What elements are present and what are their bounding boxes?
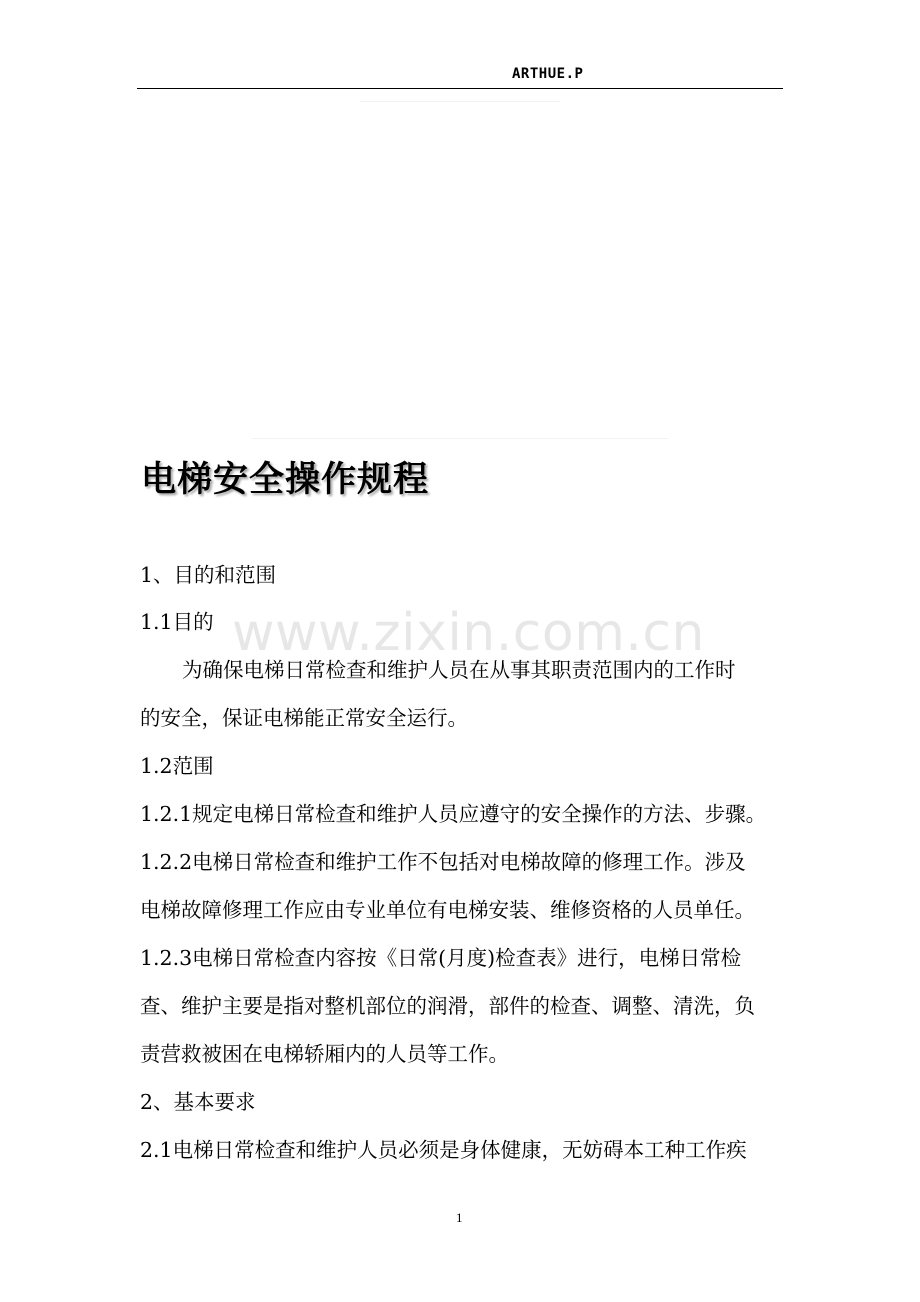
section-heading: 1、目的和范围 — [140, 563, 277, 587]
section-heading: 2、基本要求 — [140, 1090, 256, 1114]
page-number: 1 — [456, 1210, 463, 1225]
paragraph-line: 1.2.3电梯日常检查内容按《日常(月度)检查表》进行，电梯日常检 — [140, 946, 742, 970]
paragraph-line: 为确保电梯日常检查和维护人员在从事其职责范围内的工作时 — [182, 658, 736, 682]
document-title: 电梯安全操作规程 — [141, 460, 430, 500]
paragraph-line: 的安全，保证电梯能正常安全运行。 — [140, 706, 468, 730]
header-text: ARTHUE.P — [512, 66, 584, 82]
paragraph-line: 电梯故障修理工作应由专业单位有电梯安装、维修资格的人员单任。 — [140, 898, 755, 922]
subsection-heading: 1.2范围 — [140, 754, 214, 778]
subsection-heading: 1.1目的 — [140, 610, 214, 634]
watermark: www.zixin.com.cn — [232, 603, 705, 663]
faint-divider — [360, 101, 560, 102]
faint-divider — [252, 438, 668, 439]
paragraph-line: 1.2.1规定电梯日常检查和维护人员应遵守的安全操作的方法、步骤。 — [140, 802, 767, 826]
header-rule — [137, 88, 783, 89]
paragraph-line: 责营救被困在电梯轿厢内的人员等工作。 — [140, 1042, 509, 1066]
paragraph-line: 2.1电梯日常检查和维护人员必须是身体健康，无妨碍本工种工作疾 — [140, 1138, 747, 1162]
paragraph-line: 1.2.2电梯日常检查和维护工作不包括对电梯故障的修理工作。涉及 — [140, 850, 746, 874]
paragraph-line: 查、维护主要是指对整机部位的润滑，部件的检查、调整、清洗，负 — [140, 994, 755, 1018]
